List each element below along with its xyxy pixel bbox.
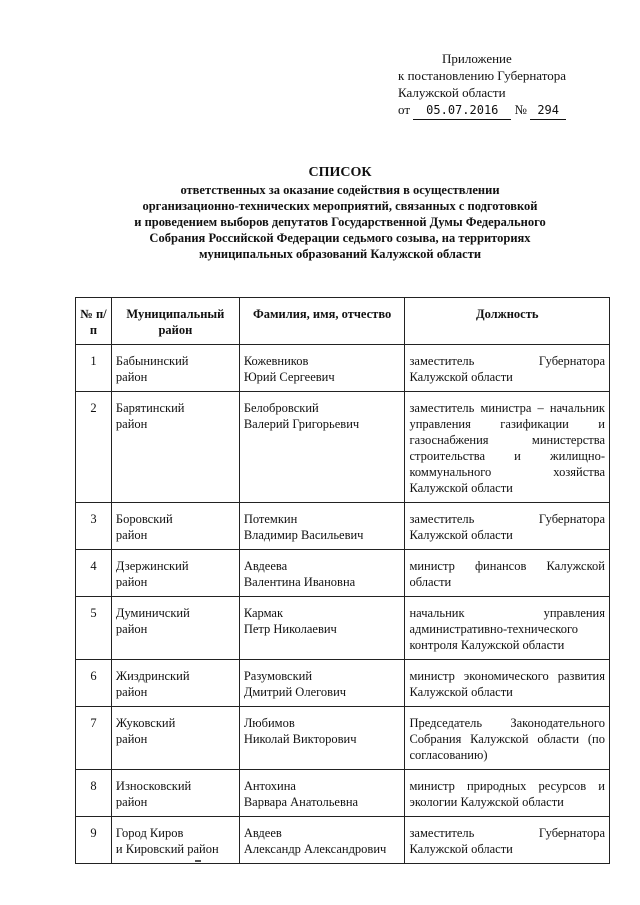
- table-row: [76, 660, 610, 707]
- district-line: Боровский: [115, 512, 173, 526]
- district-line: Износковский: [115, 779, 192, 793]
- title-line: муниципальных образований Калужской области: [198, 247, 482, 261]
- row-name: [239, 345, 405, 392]
- district-line: район: [115, 370, 148, 384]
- decree-number: 294: [530, 102, 566, 120]
- row-position: Председатель Законодательного Собрания Калужской области (по согласованию): [405, 707, 610, 770]
- row-position: заместитель Губернатора Калужской области: [405, 345, 610, 392]
- title-line: и проведением выборов депутатов Государственной Думы Федерального: [134, 215, 546, 229]
- row-district: [111, 392, 239, 503]
- district-line: Жиздринский: [115, 669, 190, 683]
- row-name: [239, 817, 405, 864]
- row-name: [239, 660, 405, 707]
- district-line: Думиничский: [115, 606, 190, 620]
- header-num: № п/п: [76, 298, 112, 345]
- table-row: [76, 770, 610, 817]
- name-line: Любимов: [243, 716, 295, 730]
- name-line: Дмитрий Олегович: [243, 685, 347, 699]
- row-name: [239, 770, 405, 817]
- row-name: [239, 707, 405, 770]
- district-line: Бабынинский: [115, 354, 189, 368]
- header-position: Должность: [405, 298, 610, 345]
- row-name: [239, 392, 405, 503]
- row-number: 7: [76, 707, 112, 770]
- scan-mark: [195, 860, 201, 862]
- header-name: Фамилия, имя, отчество: [239, 298, 405, 345]
- appendix-decree: к постановлению Губернатора: [398, 68, 567, 83]
- row-number: 3: [76, 503, 112, 550]
- title-line: организационно-технических мероприятий, связанных с подготовкой: [142, 199, 538, 213]
- row-district: [111, 550, 239, 597]
- decree-date: 05.07.2016: [413, 102, 511, 120]
- district-line: Дзержинский: [115, 559, 189, 573]
- table-row: [76, 550, 610, 597]
- row-number: 2: [76, 392, 112, 503]
- appendix-title: Приложение: [442, 51, 512, 66]
- name-line: Кожевников: [243, 354, 309, 368]
- row-number: 5: [76, 597, 112, 660]
- row-district: [111, 770, 239, 817]
- row-position: заместитель министра – начальник управления газификации и газоснабжения министерства строительства и жилищно-коммунального хозяйства Калужской области: [405, 392, 610, 503]
- number-label: №: [514, 102, 527, 117]
- row-number: 4: [76, 550, 112, 597]
- name-line: Авдеева: [243, 559, 288, 573]
- district-line: район: [115, 528, 148, 542]
- appendix-region: Калужской области: [398, 85, 506, 100]
- name-line: Петр Николаевич: [243, 622, 337, 636]
- row-position: министр природных ресурсов и экологии Калужской области: [405, 770, 610, 817]
- name-line: Разумовский: [243, 669, 313, 683]
- name-line: Александр Александрович: [243, 842, 387, 856]
- name-line: Валентина Ивановна: [243, 575, 356, 589]
- table-row: [76, 503, 610, 550]
- row-position: заместитель Губернатора Калужской области: [405, 817, 610, 864]
- district-line: Барятинский: [115, 401, 185, 415]
- title-line: ответственных за оказание содействия в осуществлении: [180, 183, 500, 197]
- appendix-header: [398, 50, 566, 120]
- from-label: от: [398, 102, 411, 117]
- district-line: район: [115, 732, 148, 746]
- district-line: Жуковский: [115, 716, 176, 730]
- name-line: Владимир Васильевич: [243, 528, 364, 542]
- table-row: [76, 345, 610, 392]
- row-number: 8: [76, 770, 112, 817]
- row-number: 1: [76, 345, 112, 392]
- row-number: 9: [76, 817, 112, 864]
- name-line: Потемкин: [243, 512, 298, 526]
- appendix-date-line: [398, 101, 566, 120]
- name-line: Варвара Анатольевна: [243, 795, 359, 809]
- table-header-row: [76, 298, 610, 345]
- district-line: район: [115, 795, 148, 809]
- title-main: СПИСОК: [308, 165, 372, 180]
- row-position: заместитель Губернатора Калужской области: [405, 503, 610, 550]
- row-district: [111, 707, 239, 770]
- name-line: Белобровский: [243, 401, 319, 415]
- district-line: район: [115, 685, 148, 699]
- row-district: [111, 817, 239, 864]
- row-name: [239, 503, 405, 550]
- table-row: [76, 707, 610, 770]
- row-name: [239, 550, 405, 597]
- district-line: район: [115, 417, 148, 431]
- district-line: Город Киров: [115, 826, 184, 840]
- row-name: [239, 597, 405, 660]
- table-body: [76, 345, 610, 864]
- name-line: Юрий Сергеевич: [243, 370, 335, 384]
- responsibles-table: [75, 297, 610, 864]
- row-position: министр экономического развития Калужской области: [405, 660, 610, 707]
- row-district: [111, 345, 239, 392]
- table-row: [76, 392, 610, 503]
- table-row: [76, 817, 610, 864]
- table-row: [76, 597, 610, 660]
- name-line: Валерий Григорьевич: [243, 417, 360, 431]
- district-line: и Кировский район: [115, 842, 219, 856]
- row-position: министр финансов Калужской области: [405, 550, 610, 597]
- name-line: Антохина: [243, 779, 296, 793]
- name-line: Николай Викторович: [243, 732, 357, 746]
- row-position: начальник управления административно-технического контроля Калужской области: [405, 597, 610, 660]
- district-line: район: [115, 575, 148, 589]
- header-district: Муниципальный район: [111, 298, 239, 345]
- row-district: [111, 660, 239, 707]
- row-district: [111, 503, 239, 550]
- document-title: [60, 165, 620, 262]
- name-line: Кармак: [243, 606, 284, 620]
- title-line: Собрания Российской Федерации седьмого созыва, на территориях: [149, 231, 531, 245]
- row-district: [111, 597, 239, 660]
- row-number: 6: [76, 660, 112, 707]
- name-line: Авдеев: [243, 826, 282, 840]
- district-line: район: [115, 622, 148, 636]
